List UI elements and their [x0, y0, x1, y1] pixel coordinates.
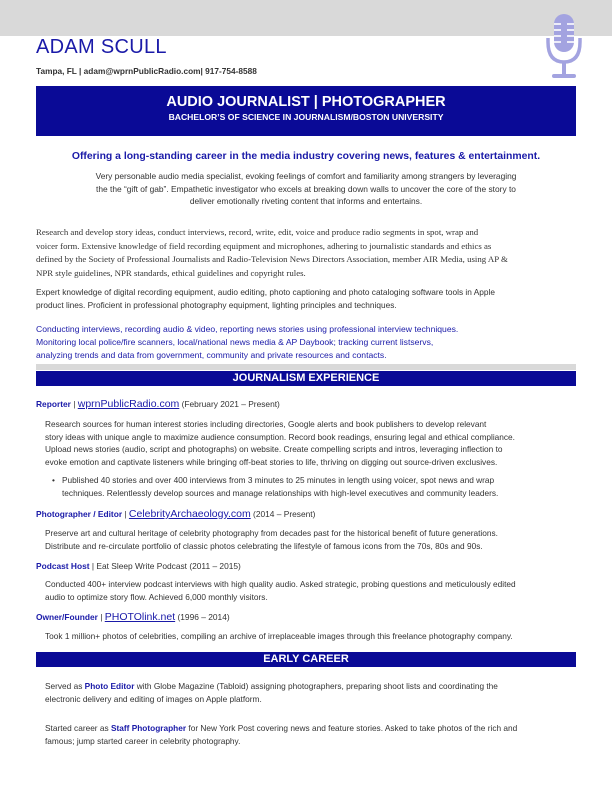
bullet-icon: •	[52, 475, 55, 485]
job-desc-line: Conducted 400+ interview podcast interviews with high quality audio. Asked strategic, probing questions and meticulously edited	[45, 579, 516, 589]
job-role: Owner/Founder	[36, 612, 98, 622]
job-desc-line: Distribute and re-circulate portfolio of classic photos celebrating the lifestyle of famous icons from the 70s, 80s and 90s.	[45, 540, 483, 551]
job-desc-line: evoke emotion and captivate listeners while bringing off-beat stories to life, thriving on digging out source-driven exclusives.	[45, 456, 498, 467]
job-desc-line: Took 1 million+ photos of celebrities, compiling an archive of irreplaceable images through this freelance photography company.	[45, 631, 513, 641]
early-role: Photo Editor	[84, 681, 135, 691]
research-paragraph	[36, 226, 576, 280]
job-title-heading: AUDIO JOURNALIST | PHOTOGRAPHER	[166, 94, 446, 110]
job-role: Reporter	[36, 399, 71, 409]
job-separator: |	[122, 509, 129, 519]
highlight-line: Monitoring local police/fire scanners, local/national news media & AP Daybook; tracking current listservs,	[36, 336, 434, 347]
candidate-name: ADAM SCULL	[36, 36, 167, 58]
early-career-item	[45, 680, 567, 705]
early-text: Started career as	[45, 723, 111, 733]
job-desc-line: story ideas with unique angle to maximize audience consumption. Record book readings, ensuring legal and ethical compliance.	[45, 431, 515, 442]
job-site-link[interactable]: PHOTOlink.net	[104, 611, 176, 623]
job-heading-reporter	[36, 398, 576, 410]
job-dates: (1996 – 2014)	[175, 612, 230, 622]
early-career-item	[45, 722, 567, 747]
job-role: Podcast Host	[36, 561, 90, 571]
summary-line: the the “gift of gab”. Empathetic investigator who excels at breaking down walls to uncover the core of the story to	[96, 183, 516, 194]
job-description	[45, 630, 567, 643]
title-banner	[36, 86, 576, 136]
job-desc-line: Upload news stories (audio, script and photographs) on website. Create compelling scripts and intros, leveraging inflection to	[45, 444, 503, 455]
expertise-line: product lines. Proficient in professional photography equipment, lighting principles and techniques.	[36, 299, 397, 310]
summary-line: Very personable audio media specialist, evoking feelings of comfort and familiarity among strangers by leveraging	[95, 171, 517, 181]
highlight-line: analyzing trends and data from government, community and private resources and contacts.	[36, 349, 387, 360]
early-line: electronic delivery and editing of images on Apple platform.	[45, 693, 262, 704]
degree-subtitle: BACHELOR’S OF SCIENCE IN JOURNALISM/BOSTON UNIVERSITY	[168, 112, 444, 122]
job-separator: |	[70, 399, 78, 409]
early-career-heading: EARLY CAREER	[36, 652, 576, 667]
research-line: NPR style guidelines, NPR standards, ethical guidelines and copyright rules.	[36, 267, 306, 278]
summary-headline: Offering a long-standing career in the media industry covering news, features & entertainment.	[71, 151, 541, 162]
job-dates: (2014 – Present)	[250, 509, 316, 519]
expertise-line: Expert knowledge of digital recording equipment, audio editing, photo captioning and photo cataloging software tools in Apple	[36, 287, 495, 297]
job-desc-line: Research sources for human interest stories including directories, Google alerts and book publishers to develop relevant	[45, 419, 487, 429]
top-gray-band	[0, 0, 612, 36]
journalism-experience-heading: JOURNALISM EXPERIENCE	[36, 371, 576, 386]
research-line: voicer form. Extensive knowledge of field recording equipment and microphones, adhering to journalistic standards and ethics as	[36, 240, 492, 251]
contact-info: Tampa, FL | adam@wprnPublicRadio.com| 917-754-8588	[36, 66, 257, 76]
research-line: defined by the Society of Professional Journalists and Radio-Television News Directors Association, member AIR Media, using AP &	[36, 254, 508, 264]
expertise-paragraph	[36, 286, 576, 311]
section-divider	[36, 364, 576, 370]
bullet-line: Published 40 stories and over 400 interviews from 3 minutes to 25 minutes in length using voicer, spot news and wrap	[62, 475, 495, 485]
job-heading-podcast-host	[36, 561, 576, 571]
job-description	[45, 578, 567, 603]
job-site-link[interactable]: CelebrityArchaeology.com	[128, 508, 251, 520]
job-desc-line: audio to optimize story flow. Achieved 6,000 monthly visitors.	[45, 591, 268, 602]
job-description	[45, 527, 567, 552]
job-description	[45, 418, 567, 468]
summary-line: deliver emotionally riveting content that informs and entertains.	[189, 196, 423, 206]
job-dates: (February 2021 – Present)	[179, 399, 280, 409]
job-bullet	[52, 474, 562, 499]
microphone-icon	[544, 12, 584, 82]
job-desc-line: Preserve art and cultural heritage of celebrity photography from decades past for the historical benefit of future generations.	[45, 528, 498, 538]
research-line: Research and develop story ideas, conduct interviews, record, write, edit, voice and produce radio segments in spot, wrap and	[36, 227, 479, 237]
highlights-paragraph	[36, 323, 576, 361]
early-text: for New York Post covering news and feature stories. Asked to take photos of the rich and	[186, 723, 518, 733]
job-dates: Eat Sleep Write Podcast (2011 – 2015)	[96, 561, 241, 571]
job-site-link[interactable]: wprnPublicRadio.com	[77, 398, 180, 410]
job-heading-photographer	[36, 508, 576, 520]
early-text: with Globe Magazine (Tabloid) assigning photographers, preparing shoot lists and coordinating the	[134, 681, 498, 691]
bullet-line: techniques. Relentlessly develop sources and manage relationships with high-level executives and community leaders.	[62, 487, 499, 498]
early-line: famous; jump started career in celebrity photography.	[45, 735, 241, 746]
job-separator: |	[97, 612, 105, 622]
job-role: Photographer / Editor	[36, 509, 123, 519]
highlight-line: Conducting interviews, recording audio & video, reporting news stories using professional interview techniques.	[36, 324, 459, 334]
job-separator: |	[89, 561, 97, 571]
summary-paragraph	[60, 170, 552, 208]
early-role: Staff Photographer	[110, 723, 187, 733]
job-heading-owner-founder	[36, 611, 576, 623]
early-line	[45, 722, 567, 735]
early-text: Served as	[45, 681, 85, 691]
early-line	[45, 680, 567, 693]
